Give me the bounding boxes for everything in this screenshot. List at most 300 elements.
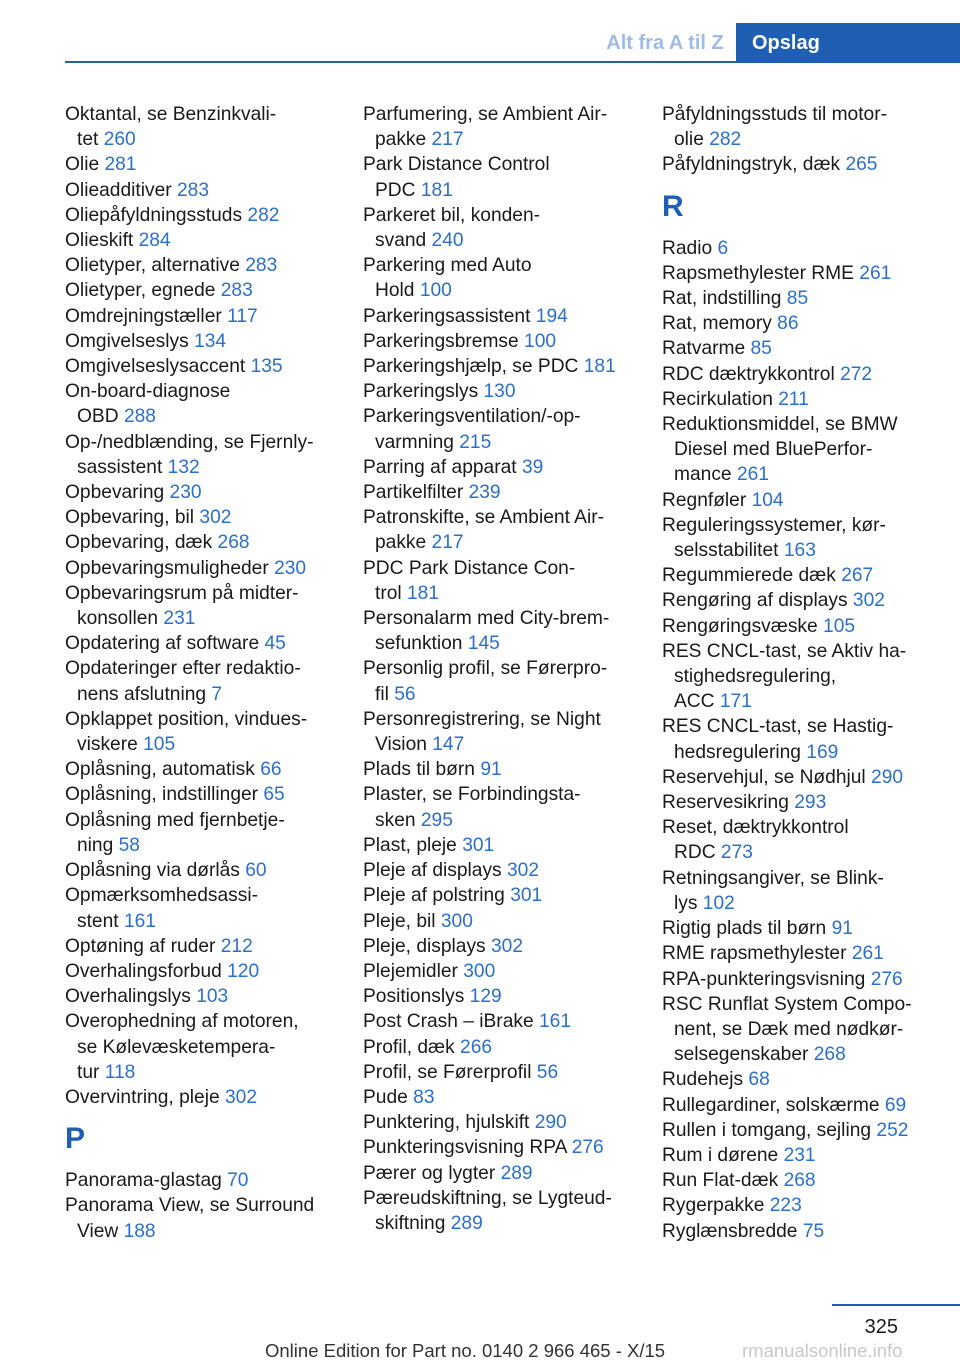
index-term: Plaster, se Forbindingsta- sken — [363, 784, 581, 831]
page-reference-link[interactable]: 301 — [462, 834, 495, 856]
index-term: Olieadditiver — [65, 179, 172, 201]
index-term: Parkeringsassistent — [363, 305, 531, 327]
page-reference-link[interactable]: 6 — [717, 237, 729, 259]
index-term: RDC dæktrykkontrol — [662, 363, 835, 385]
index-column-3 — [662, 102, 934, 1244]
page-reference-link[interactable]: 217 — [431, 532, 464, 554]
index-term: Opdatering af software — [65, 633, 260, 655]
index-entry — [662, 488, 934, 513]
page-reference-link[interactable]: 65 — [263, 784, 285, 806]
index-entry — [363, 1009, 635, 1034]
index-term: Parkeret bil, konden- svand — [363, 204, 541, 252]
index-entry — [363, 1085, 635, 1110]
index-entry — [363, 379, 635, 404]
page-reference-link[interactable]: 289 — [500, 1162, 533, 1184]
index-term: RSC Runflat System Compo- nent, se Dæk med nødkør- selsegenskaber — [662, 993, 912, 1066]
index-entry — [662, 362, 934, 387]
index-entry — [662, 614, 934, 639]
index-column-1 — [65, 102, 337, 1244]
page-reference-link[interactable]: 86 — [777, 313, 799, 335]
index-term: Rum i dørene — [662, 1144, 779, 1166]
index-term: Overophedning af motoren, se Kølevæsketempera- tur — [65, 1011, 299, 1083]
index-entry — [662, 1219, 934, 1244]
page-reference-link[interactable]: 181 — [420, 179, 453, 201]
index-entry — [662, 866, 934, 916]
page-reference-link[interactable]: 102 — [702, 892, 735, 914]
edition-text: Online Edition for Part no. 0140 2 966 465 - X/15 — [265, 1340, 666, 1361]
index-term: Pleje af displays — [363, 860, 502, 882]
index-entry — [363, 404, 635, 454]
index-entry — [363, 1060, 635, 1085]
index-entry — [662, 563, 934, 588]
index-entry — [363, 480, 635, 505]
index-entry — [662, 1143, 934, 1168]
index-entry — [65, 480, 337, 505]
index-term: Påfyldningsstuds til motor- olie — [662, 104, 888, 151]
page-reference-link[interactable]: 85 — [786, 288, 809, 310]
index-entry — [363, 1186, 635, 1236]
index-entry — [363, 833, 635, 858]
index-entry — [662, 336, 934, 361]
index-term: Positionslys — [363, 986, 465, 1008]
index-entry — [662, 286, 934, 311]
index-entry — [363, 606, 635, 656]
page-reference-link[interactable]: 70 — [227, 1170, 249, 1192]
index-entry — [363, 707, 635, 757]
index-term: Olieskift — [65, 230, 134, 252]
index-term: Plejemidler — [363, 960, 458, 982]
header-section-title: Alt fra A til Z — [606, 32, 724, 54]
page-reference-link[interactable]: 293 — [794, 792, 827, 814]
index-term: Rengøringsvæske — [662, 615, 818, 637]
index-entry — [65, 152, 337, 177]
index-term: Opklappet position, vindues- viskere — [65, 708, 308, 756]
index-entry — [65, 1085, 337, 1110]
index-entry — [65, 707, 337, 757]
index-entry — [65, 278, 337, 303]
page-reference-link[interactable]: 181 — [583, 356, 616, 378]
index-entry — [65, 656, 337, 706]
index-term: Rygerpakke — [662, 1195, 765, 1217]
index-entry — [662, 1193, 934, 1218]
page-reference-link[interactable]: 295 — [420, 809, 453, 831]
index-term: Parfumering, se Ambient Air- pakke — [363, 104, 608, 151]
page-reference-link[interactable]: 188 — [123, 1220, 156, 1242]
index-entry — [363, 1110, 635, 1135]
page-reference-link[interactable]: 261 — [851, 943, 884, 965]
index-term: Oplåsning, automatisk — [65, 759, 255, 781]
index-term: Pleje af polstring — [363, 885, 505, 907]
index-term: Opbevaring — [65, 482, 165, 504]
page-reference-link[interactable]: 56 — [536, 1061, 559, 1083]
index-entry — [65, 430, 337, 480]
page-reference-link[interactable]: 194 — [535, 305, 568, 327]
page-reference-link[interactable]: 129 — [469, 986, 502, 1008]
page-reference-link[interactable]: 231 — [163, 608, 196, 630]
index-entry — [662, 513, 934, 563]
index-entry — [363, 959, 635, 984]
index-entry — [363, 1161, 635, 1186]
index-term: Reguleringssystemer, kør- selsstabilitet — [662, 514, 886, 562]
index-term: Recirkulation — [662, 388, 773, 410]
index-entry — [363, 883, 635, 908]
index-entry — [662, 1118, 934, 1143]
page-reference-link[interactable]: 91 — [480, 759, 502, 781]
index-term: Rullegardiner, solskærme — [662, 1094, 880, 1116]
header-rule — [65, 61, 960, 63]
page-reference-link[interactable]: 161 — [123, 910, 156, 932]
index-entry — [363, 782, 635, 832]
index-entry — [65, 329, 337, 354]
index-term: Plads til børn — [363, 759, 475, 781]
index-entry — [363, 858, 635, 883]
index-entry — [662, 102, 934, 152]
page-reference-link[interactable]: 260 — [103, 129, 136, 151]
index-term: RES CNCL-tast, se Hastig- hedsregulering — [662, 716, 894, 763]
index-entry — [65, 631, 337, 656]
index-term: Retningsangiver, se Blink- lys — [662, 867, 884, 914]
page-reference-link[interactable]: 163 — [783, 540, 816, 562]
index-term: Parkering med Auto Hold — [363, 255, 532, 302]
index-entry — [65, 858, 337, 883]
page-reference-link[interactable]: 282 — [709, 129, 742, 151]
page-reference-link[interactable]: 58 — [118, 834, 140, 856]
index-entry — [65, 102, 337, 152]
index-term: Parkeringsbremse — [363, 330, 519, 352]
page-reference-link[interactable]: 104 — [751, 489, 784, 511]
index-entry — [363, 656, 635, 706]
index-entry — [65, 808, 337, 858]
index-term: Rigtig plads til børn — [662, 918, 827, 940]
index-term: Rullen i tomgang, sejling — [662, 1119, 872, 1141]
index-term: Oplåsning, indstillinger — [65, 784, 259, 806]
page-reference-link[interactable]: 135 — [250, 356, 283, 378]
index-term: Omgivelseslys — [65, 330, 189, 352]
index-entry — [65, 1193, 337, 1243]
index-term: Reservehjul, se Nødhjul — [662, 766, 866, 788]
page-reference-link[interactable]: 83 — [413, 1086, 435, 1108]
page-reference-link[interactable]: 105 — [143, 734, 176, 756]
index-entry — [662, 765, 934, 790]
index-term: Parring af apparat — [363, 456, 517, 478]
index-entry — [662, 815, 934, 865]
page-reference-link[interactable]: 290 — [534, 1112, 567, 1134]
index-term: Run Flat-dæk — [662, 1170, 779, 1192]
page-reference-link[interactable]: 85 — [750, 338, 772, 360]
index-entry — [363, 757, 635, 782]
index-term: Reduktionsmiddel, se BMW Diesel med BluePerfor- mance — [662, 414, 898, 486]
page-reference-link[interactable]: 120 — [227, 960, 260, 982]
page-reference-link[interactable]: 302 — [507, 860, 540, 882]
page-reference-link[interactable]: 289 — [450, 1212, 483, 1234]
page-reference-link[interactable]: 230 — [274, 557, 307, 579]
page-reference-link[interactable]: 268 — [783, 1170, 816, 1192]
page-reference-link[interactable]: 283 — [177, 179, 210, 201]
index-entry — [65, 379, 337, 429]
index-entry — [65, 581, 337, 631]
index-term: Rat, indstilling — [662, 288, 782, 310]
index-term: Plast, pleje — [363, 834, 457, 856]
index-term: Profil, se Førerprofil — [363, 1061, 532, 1083]
index-entry — [662, 588, 934, 613]
index-term: Overvintring, pleje — [65, 1086, 220, 1108]
page-reference-link[interactable]: 105 — [823, 615, 856, 637]
index-entry — [65, 959, 337, 984]
watermark-text: rmanualsonline.info — [742, 1340, 903, 1361]
page-reference-link[interactable]: 267 — [841, 565, 874, 587]
index-entry — [363, 203, 635, 253]
index-term: Opbevaringsrum på midter- konsollen — [65, 582, 299, 630]
index-term: PDC Park Distance Con- trol — [363, 557, 576, 604]
index-entry — [363, 505, 635, 555]
index-entry — [662, 261, 934, 286]
index-entry — [662, 1067, 934, 1092]
page-reference-link[interactable]: 239 — [468, 482, 501, 504]
index-term: Omdrejningstæller — [65, 305, 222, 327]
page-reference-link[interactable]: 117 — [227, 305, 258, 327]
index-entry — [65, 782, 337, 807]
index-column-2 — [363, 102, 635, 1236]
page-reference-link[interactable]: 240 — [431, 230, 464, 252]
page-reference-link[interactable]: 302 — [224, 1086, 257, 1108]
index-entry — [65, 354, 337, 379]
index-entry — [363, 152, 635, 202]
index-term: RPA-punkteringsvisning — [662, 968, 866, 990]
index-entry — [363, 1135, 635, 1160]
index-entry — [363, 984, 635, 1009]
index-term: Profil, dæk — [363, 1036, 455, 1058]
index-entry — [65, 253, 337, 278]
page-reference-link[interactable]: 212 — [220, 935, 253, 957]
page-reference-link[interactable]: 69 — [884, 1094, 907, 1116]
page-reference-link[interactable]: 290 — [871, 766, 904, 788]
page-reference-link[interactable]: 161 — [538, 1011, 571, 1033]
page-reference-link[interactable]: 215 — [459, 431, 492, 453]
page-reference-link[interactable]: 231 — [783, 1144, 816, 1166]
index-entry — [662, 967, 934, 992]
index-term: Pæreudskiftning, se Lygteud- skiftning — [363, 1187, 612, 1234]
index-term: Post Crash – iBrake — [363, 1011, 534, 1033]
index-term: Påfyldningstryk, dæk — [662, 154, 841, 176]
index-entry — [662, 152, 934, 177]
page-reference-link[interactable]: 75 — [802, 1220, 825, 1242]
index-term: Regummierede dæk — [662, 565, 836, 587]
index-term: Pleje, bil — [363, 910, 436, 932]
index-term: Ratvarme — [662, 338, 746, 360]
index-entry — [662, 639, 934, 715]
index-term: Panorama-glastag — [65, 1170, 222, 1192]
index-term: Rat, memory — [662, 313, 772, 335]
index-term: Pude — [363, 1086, 408, 1108]
page-reference-link[interactable]: 66 — [260, 759, 282, 781]
page-reference-link[interactable]: 282 — [247, 204, 280, 226]
page-reference-link[interactable]: 276 — [571, 1137, 604, 1159]
page-reference-link[interactable]: 230 — [169, 482, 202, 504]
page-reference-link[interactable]: 301 — [510, 885, 543, 907]
index-entry — [662, 236, 934, 261]
index-term: Personregistrering, se Night Vision — [363, 708, 601, 756]
index-entry — [662, 790, 934, 815]
index-term: Optøning af ruder — [65, 935, 216, 957]
index-entry — [662, 916, 934, 941]
page-reference-link[interactable]: 302 — [852, 590, 885, 612]
index-term: Regnføler — [662, 489, 747, 511]
index-entry — [662, 311, 934, 336]
page-reference-link[interactable]: 56 — [394, 683, 416, 705]
index-entry — [363, 934, 635, 959]
page-number: 325 — [864, 1316, 898, 1338]
page-reference-link[interactable]: 288 — [123, 406, 156, 428]
index-term: Opmærksomhedsassi- stent — [65, 885, 258, 932]
index-term: Parkeringslys — [363, 381, 479, 403]
page-reference-link[interactable]: 181 — [407, 582, 440, 604]
index-entry — [65, 757, 337, 782]
page-reference-link[interactable]: 39 — [521, 456, 544, 478]
index-entry — [363, 304, 635, 329]
index-term: Opdateringer efter redaktio- nens afslutning — [65, 658, 301, 705]
page-reference-link[interactable]: 134 — [194, 330, 227, 352]
index-term: Pleje, displays — [363, 935, 486, 957]
page-reference-link[interactable]: 268 — [813, 1044, 846, 1066]
index-term: Punkteringsvisning RPA — [363, 1137, 567, 1159]
index-term: Pærer og lygter — [363, 1162, 496, 1184]
index-term: Opbevaringsmuligheder — [65, 557, 269, 579]
index-entry — [363, 354, 635, 379]
index-term: Partikelfilter — [363, 482, 464, 504]
page-reference-link[interactable]: 268 — [217, 532, 250, 554]
index-entry — [662, 1168, 934, 1193]
index-term: Personlig profil, se Førerpro- fil — [363, 658, 608, 705]
page-reference-link[interactable]: 7 — [211, 683, 223, 705]
index-entry — [65, 934, 337, 959]
index-term: Olie — [65, 154, 100, 176]
page-reference-link[interactable]: 147 — [432, 734, 465, 756]
index-term: Rudehejs — [662, 1069, 744, 1091]
index-entry — [363, 455, 635, 480]
page-reference-link[interactable]: 100 — [524, 330, 557, 352]
page-reference-link[interactable]: 130 — [483, 381, 516, 403]
page-reference-link[interactable]: 300 — [463, 960, 496, 982]
index-entry — [662, 992, 934, 1068]
index-term: Op-/nedblænding, se Fjernly- sassistent — [65, 431, 314, 478]
page-reference-link[interactable]: 45 — [264, 633, 286, 655]
index-term: Rapsmethylester RME — [662, 262, 854, 284]
index-term: RME rapsmethylester — [662, 943, 847, 965]
index-term: Radio — [662, 237, 713, 259]
index-term: Oplåsning med fjernbetje- ning — [65, 809, 285, 856]
index-entry — [662, 714, 934, 764]
index-term: Parkeringsventilation/-op- varmning — [363, 406, 581, 453]
index-entry — [363, 102, 635, 152]
index-entry — [65, 304, 337, 329]
index-term: Parkeringshjælp, se PDC — [363, 356, 579, 378]
page-reference-link[interactable]: 284 — [138, 230, 171, 252]
page-reference-link[interactable]: 302 — [491, 935, 524, 957]
index-term: Omgivelseslysaccent — [65, 356, 246, 378]
index-entry — [662, 941, 934, 966]
page-reference-link[interactable]: 171 — [719, 691, 752, 713]
page-reference-link[interactable]: 118 — [104, 1061, 136, 1083]
index-term: Overhalingslys — [65, 986, 191, 1008]
index-entry — [65, 178, 337, 203]
page-reference-link[interactable]: 283 — [220, 280, 253, 302]
index-term: Olietyper, egnede — [65, 280, 216, 302]
page-reference-link[interactable]: 261 — [859, 262, 892, 284]
index-term: Olietyper, alternative — [65, 255, 240, 277]
page-reference-link[interactable]: 100 — [419, 280, 452, 302]
index-entry — [65, 1009, 337, 1085]
index-term: Opbevaring, bil — [65, 507, 195, 529]
index-entry — [363, 909, 635, 934]
index-entry — [65, 228, 337, 253]
page-reference-link[interactable]: 276 — [870, 968, 903, 990]
index-entry — [65, 1168, 337, 1193]
page-reference-link[interactable]: 272 — [840, 363, 873, 385]
page-reference-link[interactable]: 283 — [245, 255, 278, 277]
index-term: Oplåsning via dørlås — [65, 860, 240, 882]
index-entry — [65, 505, 337, 530]
page-reference-link[interactable]: 300 — [440, 910, 473, 932]
page-reference-link[interactable]: 252 — [876, 1119, 909, 1141]
page-reference-link[interactable]: 211 — [778, 388, 809, 410]
index-term: Oktantal, se Benzinkvali- tet — [65, 104, 277, 151]
page-reference-link[interactable]: 60 — [245, 860, 267, 882]
page-reference-link[interactable]: 217 — [431, 129, 464, 151]
index-entry — [65, 984, 337, 1009]
index-entry — [65, 883, 337, 933]
header-tab-label: Opslag — [736, 23, 960, 61]
index-letter-heading: P — [65, 1122, 86, 1156]
page-reference-link[interactable]: 91 — [831, 918, 853, 940]
index-entry — [363, 1035, 635, 1060]
index-term: Reset, dæktrykkontrol RDC — [662, 817, 849, 864]
index-entry — [65, 556, 337, 581]
index-letter-heading: R — [662, 189, 684, 223]
index-term: Ryglænsbredde — [662, 1220, 798, 1242]
index-term: Panorama View, se Surround View — [65, 1195, 315, 1242]
index-term: On-board-diagnose OBD — [65, 381, 231, 428]
index-entry — [662, 387, 934, 412]
page-reference-link[interactable]: 103 — [196, 986, 229, 1008]
index-term: Oliepåfyldningsstuds — [65, 204, 243, 226]
page-reference-link[interactable]: 145 — [467, 633, 500, 655]
page-reference-link[interactable]: 68 — [748, 1069, 770, 1091]
page-reference-link[interactable]: 261 — [736, 464, 769, 486]
page-reference-link[interactable]: 273 — [720, 842, 753, 864]
page-reference-link[interactable]: 265 — [845, 154, 878, 176]
page-reference-link[interactable]: 281 — [104, 154, 137, 176]
index-entry — [363, 253, 635, 303]
index-term: Rengøring af displays — [662, 590, 848, 612]
index-term: Overhalingsforbud — [65, 960, 222, 982]
page-reference-link[interactable]: 302 — [199, 507, 232, 529]
index-term: Patronskifte, se Ambient Air- pakke — [363, 507, 605, 554]
index-term: RES CNCL-tast, se Aktiv ha- stighedsregulering, ACC — [662, 640, 907, 713]
index-term: Park Distance Control PDC — [363, 154, 550, 201]
page-reference-link[interactable]: 132 — [167, 456, 200, 478]
index-entry — [363, 329, 635, 354]
page-reference-link[interactable]: 223 — [769, 1195, 802, 1217]
index-term: Reservesikring — [662, 792, 789, 814]
index-entry — [65, 530, 337, 555]
index-entry — [662, 1093, 934, 1118]
index-term: Personalarm med City-brem- sefunktion — [363, 608, 610, 655]
index-entry — [65, 203, 337, 228]
page-reference-link[interactable]: 266 — [460, 1036, 493, 1058]
index-term: Opbevaring, dæk — [65, 532, 213, 554]
page-reference-link[interactable]: 169 — [806, 741, 839, 763]
index-entry — [363, 556, 635, 606]
